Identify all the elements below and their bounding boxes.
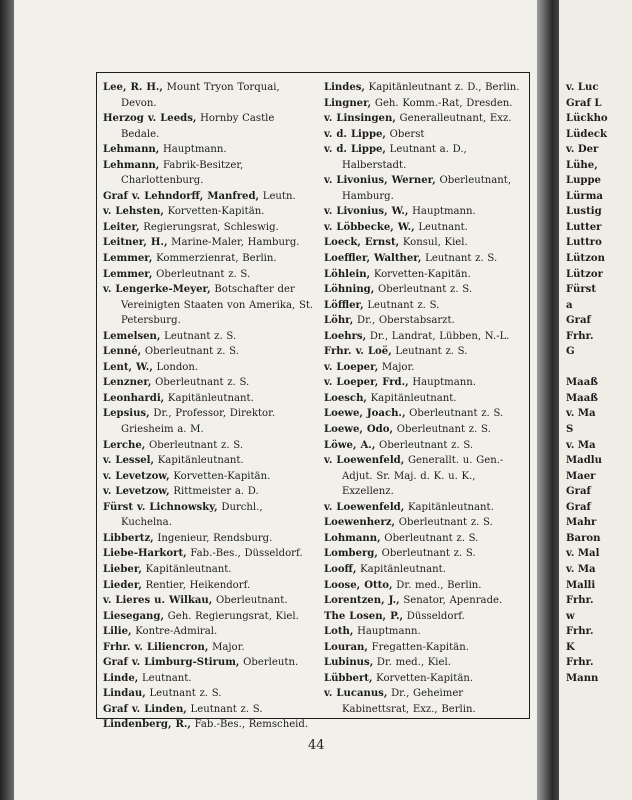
entry-details: Geh. Regierungsrat, Kiel. bbox=[163, 610, 299, 622]
entry-details: Kapitänleutnant. bbox=[366, 392, 457, 404]
directory-entry bbox=[103, 578, 315, 594]
entry-name: v. Levetzow, bbox=[103, 470, 170, 482]
directory-entry bbox=[324, 515, 529, 531]
entry-details: Leutnant z. S. bbox=[391, 346, 468, 358]
entry-name: The Losen, P., bbox=[324, 610, 404, 622]
facing-page-fragment: v. Ma bbox=[566, 563, 596, 575]
directory-entry bbox=[103, 344, 315, 360]
facing-page-fragment: v. Luc bbox=[566, 82, 599, 93]
entry-name: Loewe, Odo, bbox=[324, 424, 393, 436]
entry-details: Geh. Komm.-Rat, Dresden. bbox=[371, 97, 513, 109]
entry-name: Löffler, bbox=[324, 299, 364, 311]
facing-page-fragment: Frhr. bbox=[566, 657, 594, 669]
directory-entry bbox=[324, 624, 529, 640]
directory-entry bbox=[324, 251, 529, 267]
entry-details: Oberleutnant z. S. bbox=[374, 284, 473, 296]
entry-details: Mount Tryon Torquai, Devon. bbox=[121, 82, 280, 109]
entry-name: Lemmer, bbox=[103, 268, 153, 280]
entry-name: Lepsius, bbox=[103, 408, 150, 420]
entry-name: v. Levetzow, bbox=[103, 486, 170, 498]
facing-page-fragment: Lüdeck bbox=[566, 128, 608, 140]
facing-page-fragment: a bbox=[566, 299, 573, 311]
entry-details: Generallt. u. Gen.-Adjut. Sr. Maj. d. K. u. K., Exzellenz. bbox=[342, 455, 504, 498]
directory-entry bbox=[103, 111, 315, 142]
entry-name: v. d. Lippe, bbox=[324, 144, 386, 156]
entry-name: Looff, bbox=[324, 563, 357, 575]
entry-name: v. Loeper, bbox=[324, 361, 379, 373]
directory-entry bbox=[103, 267, 315, 283]
entry-details: Kontre-Admiral. bbox=[131, 626, 218, 638]
directory-entry bbox=[103, 686, 315, 702]
page-number: 44 bbox=[308, 738, 325, 753]
entry-details: Fregatten-Kapitän. bbox=[367, 641, 469, 653]
entry-details: Hauptmann. bbox=[408, 377, 476, 389]
entry-name: Graf v. Linden, bbox=[103, 703, 187, 715]
facing-page-fragment: Lürma bbox=[566, 190, 603, 202]
entry-details: Kapitänleutnant z. D., Berlin. bbox=[364, 82, 520, 93]
directory-entry bbox=[324, 220, 529, 236]
facing-page-fragment: Luppe bbox=[566, 175, 601, 187]
facing-page-fragment: Graf L bbox=[566, 97, 602, 109]
entry-name: Lehmann, bbox=[103, 159, 160, 171]
entry-details: Oberleutnant, Hamburg. bbox=[342, 175, 512, 202]
facing-page-fragments bbox=[566, 80, 608, 686]
entry-details: Leutnant a. D., Halberstadt. bbox=[342, 144, 467, 171]
entry-details: Kommerzienrat, Berlin. bbox=[152, 253, 277, 265]
directory-entry bbox=[324, 655, 529, 671]
facing-page-fragment: Mann bbox=[566, 672, 599, 684]
facing-page-fragment: Lückho bbox=[566, 113, 608, 125]
directory-entry bbox=[324, 453, 529, 500]
entry-name: Herzog v. Leeds, bbox=[103, 113, 197, 125]
entry-details: Korvetten-Kapitän. bbox=[370, 268, 471, 280]
directory-entry bbox=[103, 655, 315, 671]
directory-entry bbox=[324, 500, 529, 516]
directory-entry bbox=[103, 375, 315, 391]
directory-entry bbox=[103, 251, 315, 267]
directory-entry bbox=[103, 235, 315, 251]
directory-entry bbox=[324, 562, 529, 578]
entry-details: London. bbox=[152, 361, 199, 373]
entry-name: Frhr. v. Loë, bbox=[324, 346, 392, 358]
directory-entry bbox=[324, 686, 529, 717]
directory-entry bbox=[324, 204, 529, 220]
entry-details: Kapitänleutnant. bbox=[164, 392, 254, 404]
entry-details: Regierungsrat, Schleswig. bbox=[139, 221, 279, 233]
directory-entry bbox=[103, 671, 315, 687]
entry-details: Rentier, Heikendorf. bbox=[141, 579, 251, 591]
entry-name: Lerche, bbox=[103, 439, 146, 451]
entry-name: Loth, bbox=[324, 626, 354, 638]
entry-details: Dr., Oberstabsarzt. bbox=[353, 315, 455, 327]
entry-name: Lomberg, bbox=[324, 548, 378, 560]
entry-name: Liesegang, bbox=[103, 610, 164, 622]
directory-entry bbox=[324, 546, 529, 562]
entry-details: Hornby Castle Bedale. bbox=[121, 113, 275, 140]
entry-details: Konsul, Kiel. bbox=[399, 237, 468, 249]
directory-entry bbox=[324, 96, 529, 112]
directory-entry bbox=[324, 640, 529, 656]
entry-name: v. Lucanus, bbox=[324, 688, 388, 700]
entry-name: v. Loeper, Frd., bbox=[324, 377, 409, 389]
directory-entry bbox=[324, 438, 529, 454]
entry-details: Fab.-Bes., Düsseldorf. bbox=[186, 548, 303, 560]
facing-page-fragment: v. Ma bbox=[566, 439, 596, 451]
entry-details: Oberleutnant z. S. bbox=[152, 268, 251, 280]
directory-entry bbox=[103, 438, 315, 454]
entry-details: Marine-Maler, Hamburg. bbox=[167, 237, 300, 249]
entry-name: Leonhardi, bbox=[103, 392, 165, 404]
entry-details: Leutnant z. S. bbox=[160, 330, 237, 342]
directory-entry bbox=[103, 142, 315, 158]
entry-details: Oberleutnant z. S. bbox=[380, 532, 479, 544]
entry-name: Löhning, bbox=[324, 284, 375, 296]
entry-name: Liebe-Harkort, bbox=[103, 548, 187, 560]
directory-entry bbox=[103, 391, 315, 407]
entry-details: Oberleutn. bbox=[239, 657, 299, 669]
entry-name: v. Linsingen, bbox=[324, 113, 396, 125]
facing-page-fragment: v. Der bbox=[566, 144, 599, 156]
entry-details: Dr. med., Berlin. bbox=[392, 579, 482, 591]
directory-entry bbox=[103, 329, 315, 345]
entry-name: Lemmer, bbox=[103, 253, 153, 265]
entry-details: Oberleutnant z. S. bbox=[377, 548, 476, 560]
entry-name: Löwe, A., bbox=[324, 439, 376, 451]
directory-entry bbox=[103, 562, 315, 578]
directory-entry bbox=[324, 267, 529, 283]
facing-page-fragment: Malli bbox=[566, 579, 596, 591]
directory-entry bbox=[324, 578, 529, 594]
entry-name: v. Loewenfeld, bbox=[324, 501, 405, 513]
book-left-edge bbox=[0, 0, 14, 800]
entry-name: Lenzner, bbox=[103, 377, 152, 389]
entry-name: Lindau, bbox=[103, 688, 146, 700]
facing-page-fragment: Maaß bbox=[566, 377, 598, 389]
entry-details: Rittmeister a. D. bbox=[169, 486, 259, 498]
facing-page-fragment: Lustig bbox=[566, 206, 602, 218]
facing-page-fragment: Lützon bbox=[566, 253, 605, 265]
entry-name: Fürst v. Lichnowsky, bbox=[103, 501, 218, 513]
entry-name: Louran, bbox=[324, 641, 368, 653]
facing-page-fragment: Luttro bbox=[566, 237, 602, 249]
facing-page-fragment: w bbox=[566, 610, 575, 622]
directory-entry bbox=[103, 282, 315, 329]
directory-entry bbox=[324, 360, 529, 376]
entry-details: Fab.-Bes., Remscheid. bbox=[190, 719, 309, 731]
entry-details: Leutnant z. S. bbox=[363, 299, 440, 311]
directory-entry bbox=[324, 80, 529, 96]
entry-name: Graf v. Lehndorff, Manfred, bbox=[103, 190, 260, 202]
entry-details: Leutn. bbox=[259, 190, 296, 202]
directory-entry bbox=[324, 593, 529, 609]
entry-details: Dr., Geheimer Kabinettsrat, Exz., Berlin. bbox=[342, 688, 476, 715]
directory-entry bbox=[103, 531, 315, 547]
entry-name: Lohmann, bbox=[324, 532, 381, 544]
entry-name: Löhr, bbox=[324, 315, 354, 327]
directory-entry bbox=[103, 158, 315, 189]
entry-name: Lieder, bbox=[103, 579, 142, 591]
facing-page-fragment: Maer bbox=[566, 470, 596, 482]
right-column bbox=[324, 80, 529, 717]
directory-entry bbox=[324, 329, 529, 345]
entry-details: Hauptmann. bbox=[408, 206, 476, 218]
entry-name: v. Lehsten, bbox=[103, 206, 164, 218]
entry-details: Oberleutnant. bbox=[212, 595, 288, 607]
directory-entry bbox=[103, 469, 315, 485]
entry-details: Kapitänleutnant. bbox=[356, 563, 446, 575]
directory-entry bbox=[103, 220, 315, 236]
entry-details: Durchl., Kuchelna. bbox=[121, 501, 263, 529]
directory-entry bbox=[324, 531, 529, 547]
directory-entry bbox=[324, 375, 529, 391]
entry-name: Loewenherz, bbox=[324, 517, 396, 529]
entry-details: Leutnant. bbox=[414, 221, 468, 233]
directory-entry bbox=[103, 609, 315, 625]
directory-entry bbox=[103, 640, 315, 656]
entry-details: Dr. med., Kiel. bbox=[373, 657, 451, 669]
entry-details: Korvetten-Kapitän. bbox=[169, 470, 271, 482]
directory-entry bbox=[324, 671, 529, 687]
entry-name: Lübbert, bbox=[324, 672, 373, 684]
entry-details: Oberleutnant z. S. bbox=[395, 517, 493, 529]
facing-page-fragment: Frhr. bbox=[566, 626, 594, 638]
directory-entry bbox=[324, 235, 529, 251]
entry-details: Oberleutnant z. S. bbox=[151, 377, 250, 389]
directory-entry bbox=[324, 142, 529, 173]
directory-entry bbox=[103, 500, 315, 531]
entry-name: Leitner, H., bbox=[103, 237, 168, 249]
entry-name: Loeffler, Walther, bbox=[324, 253, 422, 265]
entry-details: Hauptmann. bbox=[159, 144, 227, 156]
entry-name: v. Livonius, W., bbox=[324, 206, 409, 218]
entry-details: Leutnant z. S. bbox=[145, 688, 222, 700]
entry-name: Löhlein, bbox=[324, 268, 371, 280]
entry-details: Major. bbox=[378, 361, 415, 373]
directory-entry bbox=[324, 282, 529, 298]
entry-name: Lindes, bbox=[324, 82, 365, 93]
entry-name: Linde, bbox=[103, 672, 139, 684]
directory-entry bbox=[324, 406, 529, 422]
entry-name: v. Lieres u. Wilkau, bbox=[103, 595, 213, 607]
entry-details: Kapitänleutnant. bbox=[154, 455, 244, 467]
entry-details: Oberleutnant z. S. bbox=[145, 439, 244, 451]
facing-page-fragment: v. Mal bbox=[566, 548, 600, 560]
entry-details: Hauptmann. bbox=[353, 626, 421, 638]
entry-name: Lieber, bbox=[103, 563, 142, 575]
directory-entry bbox=[324, 609, 529, 625]
facing-page-fragment: Madlu bbox=[566, 455, 602, 467]
entry-name: v. d. Lippe, bbox=[324, 128, 386, 140]
entry-details: Düsseldorf. bbox=[403, 610, 465, 622]
entry-details: Oberleutnant z. S. bbox=[375, 439, 474, 451]
directory-entry bbox=[103, 189, 315, 205]
directory-entry bbox=[324, 111, 529, 127]
entry-details: Dr., Landrat, Lübben, N.-L. bbox=[366, 330, 510, 342]
entry-details: Dr., Professor, Direktor. Griesheim a. M. bbox=[121, 408, 276, 436]
facing-page-fragment: Graf bbox=[566, 501, 591, 513]
facing-page-fragment: Fürst bbox=[566, 284, 596, 296]
facing-page-fragment: Frhr. bbox=[566, 595, 594, 607]
entry-name: Lehmann, bbox=[103, 144, 160, 156]
directory-entry bbox=[324, 298, 529, 314]
entry-name: Loehrs, bbox=[324, 330, 367, 342]
facing-page-fragment: Frhr. bbox=[566, 330, 594, 342]
book-spine bbox=[537, 0, 559, 800]
entry-name: v. Livonius, Werner, bbox=[324, 175, 436, 187]
entry-name: Loewe, Joach., bbox=[324, 408, 406, 420]
entry-name: Leiter, bbox=[103, 221, 140, 233]
directory-entry bbox=[103, 406, 315, 437]
directory-entry bbox=[103, 702, 315, 718]
entry-name: v. Lengerke-Meyer, bbox=[103, 284, 211, 296]
facing-page-fragment: Graf bbox=[566, 315, 591, 327]
facing-page-fragment: S bbox=[566, 424, 574, 436]
entry-details: Generalleutnant, Exz. bbox=[395, 113, 512, 125]
facing-page-fragment: Baron bbox=[566, 532, 601, 544]
directory-entry bbox=[103, 624, 315, 640]
entry-details: Ingenieur, Rendsburg. bbox=[153, 532, 273, 544]
entry-details: Leutnant. bbox=[138, 672, 192, 684]
directory-entry bbox=[103, 717, 315, 733]
directory-entry bbox=[103, 80, 315, 111]
entry-details: Major. bbox=[208, 641, 245, 653]
directory-entry bbox=[324, 313, 529, 329]
entry-name: Loeck, Ernst, bbox=[324, 237, 400, 249]
facing-page-fragment: Lützor bbox=[566, 268, 603, 280]
directory-entry bbox=[103, 546, 315, 562]
left-column bbox=[103, 80, 315, 733]
entry-name: Frhr. v. Liliencron, bbox=[103, 641, 209, 653]
entry-name: Lubinus, bbox=[324, 657, 374, 669]
directory-entry bbox=[103, 593, 315, 609]
entry-details: Senator, Apenrade. bbox=[399, 595, 503, 607]
directory-entry bbox=[324, 173, 529, 204]
entry-details: Kapitänleutnant. bbox=[404, 501, 494, 513]
entry-details: Oberleutnant z. S. bbox=[141, 346, 239, 358]
facing-page-fragment: Lühe, bbox=[566, 159, 598, 171]
entry-name: v. Löbbecke, W., bbox=[324, 221, 415, 233]
entry-name: Lent, W., bbox=[103, 361, 153, 373]
entry-name: v. Lessel, bbox=[103, 455, 155, 467]
directory-entry bbox=[103, 360, 315, 376]
facing-page-fragment: v. Ma bbox=[566, 408, 596, 420]
entry-name: Lemelsen, bbox=[103, 330, 161, 342]
directory-entry bbox=[324, 391, 529, 407]
directory-entry bbox=[324, 422, 529, 438]
entry-details: Oberleutnant z. S. bbox=[405, 408, 504, 420]
directory-entry bbox=[324, 127, 529, 143]
entry-name: Lilie, bbox=[103, 626, 132, 638]
entry-name: v. Loewenfeld, bbox=[324, 455, 405, 467]
facing-page-fragment: K bbox=[566, 641, 575, 653]
entry-details: Leutnant z. S. bbox=[421, 253, 498, 265]
facing-page-fragment: Maaß bbox=[566, 392, 598, 404]
entry-details: Korvetten-Kapitän. bbox=[163, 206, 265, 218]
entry-name: Lindenberg, R., bbox=[103, 719, 191, 731]
directory-entry bbox=[324, 344, 529, 360]
facing-page-fragment: Graf bbox=[566, 486, 591, 498]
entry-details: Botschafter der Vereinigten Staaten von Amerika, St. Petersburg. bbox=[121, 284, 314, 327]
entry-details: Leutnant z. S. bbox=[186, 703, 263, 715]
directory-entry bbox=[103, 453, 315, 469]
directory-entry bbox=[103, 484, 315, 500]
entry-details: Fabrik-Besitzer, Charlottenburg. bbox=[121, 159, 244, 187]
entry-name: Lenné, bbox=[103, 346, 142, 358]
facing-page-fragment: Lutter bbox=[566, 221, 602, 233]
entry-name: Loose, Otto, bbox=[324, 579, 393, 591]
entry-name: Lorentzen, J., bbox=[324, 595, 400, 607]
entry-name: Libbertz, bbox=[103, 532, 154, 544]
entry-name: Graf v. Limburg-Stirum, bbox=[103, 657, 240, 669]
entry-name: Lee, R. H., bbox=[103, 82, 163, 93]
entry-name: Lingner, bbox=[324, 97, 372, 109]
facing-page-fragment: G bbox=[566, 346, 575, 358]
entry-details: Oberleutnant z. S. bbox=[393, 424, 491, 436]
directory-entry bbox=[103, 204, 315, 220]
entry-details: Kapitänleutnant. bbox=[141, 563, 232, 575]
facing-page-fragment: Mahr bbox=[566, 517, 597, 529]
entry-details: Korvetten-Kapitän. bbox=[372, 672, 474, 684]
entry-details: Oberst bbox=[385, 128, 425, 140]
entry-name: Loesch, bbox=[324, 392, 367, 404]
facing-page-fragment bbox=[566, 360, 608, 376]
